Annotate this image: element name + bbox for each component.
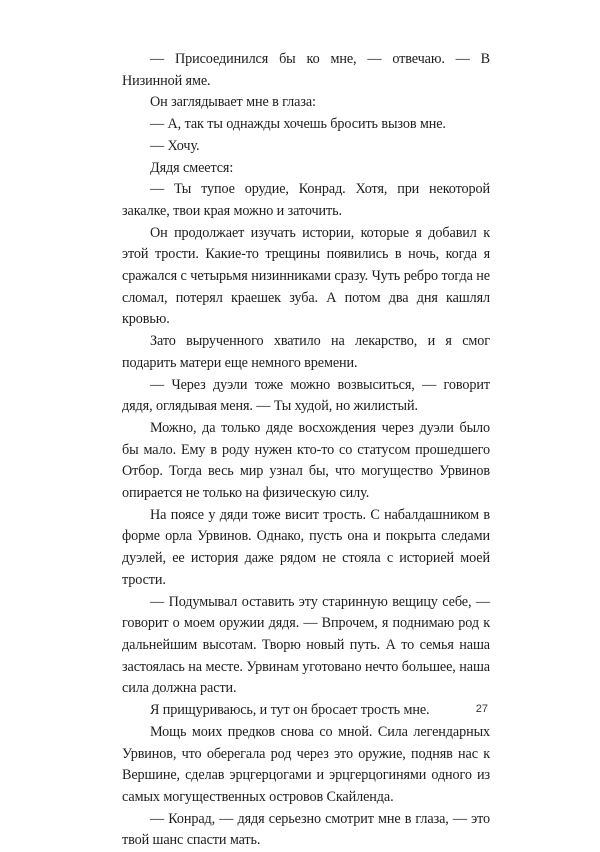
paragraph: Я прищуриваюсь, и тут он бросает трость мне. — [150, 702, 430, 719]
paragraph: Зато вырученного хватило на лекарство, и я смог подарить матери еще немного времени. — [122, 333, 490, 371]
paragraph: Мощь моих предков снова со мной. Сила легендарных Урвинов, что оберегала род через это оружие, подняв нас к Вершине, сделав эрцгерцогами и эрцгерцогинями одного из самых могущественных островов Скайленда. — [122, 723, 490, 805]
paragraph: — Хочу. — [150, 137, 200, 154]
paragraph: — Подумывал оставить эту старинную вещицу себе, — говорит о моем оружии дядя. — Впрочем, я поднимаю род к дальнейшим высотам. Творю новый путь. А то семья наша застоялась на месте. Урвинам уготовано нечто большее, наша сила должна расти. — [122, 593, 490, 697]
page-number: 27 — [475, 703, 488, 715]
paragraph: Дядя смеется: — [150, 159, 234, 176]
paragraph: — Ты тупое орудие, Конрад. Хотя, при некоторой закалке, твои края можно и заточить. — [122, 181, 490, 219]
paragraph: Можно, да только дяде восхождения через дуэли было бы мало. Ему в роду нужен кто-то со статусом прошедшего Отбор. Тогда весь мир узнал бы, что могущество Урвинов опирается не только на физическую силу. — [122, 419, 490, 502]
paragraph: — Через дуэли тоже можно возвыситься, — говорит дядя, оглядывая меня. — Ты худой, но жилистый. — [122, 376, 490, 415]
body-text — [122, 49, 490, 852]
paragraph: На поясе у дяди тоже висит трость. С набалдашником в форме орла Урвинов. Однако, пусть она и покрыта следами дуэлей, ее история даже рядом не стояла с историей моей трости. — [122, 506, 490, 588]
paragraph: — А, так ты однажды хочешь бросить вызов мне. — [150, 116, 446, 133]
paragraph: Он продолжает изучать истории, которые я добавил к этой трости. Какие-то трещины появились в ночь, когда я сражался с четырьмя низинниками сразу. Чуть ребро тогда не сломал, потерял краешек зуба. А потом два дня кашлял кровью. — [122, 224, 490, 328]
paragraph: Он заглядывает мне в глаза: — [150, 94, 316, 111]
paragraph: — Присоединился бы ко мне, — отвечаю. — В Низинной яме. — [122, 51, 490, 89]
paragraph: — Конрад, — дядя серьезно смотрит мне в глаза, — это твой шанс спасти мать. — [122, 810, 490, 849]
